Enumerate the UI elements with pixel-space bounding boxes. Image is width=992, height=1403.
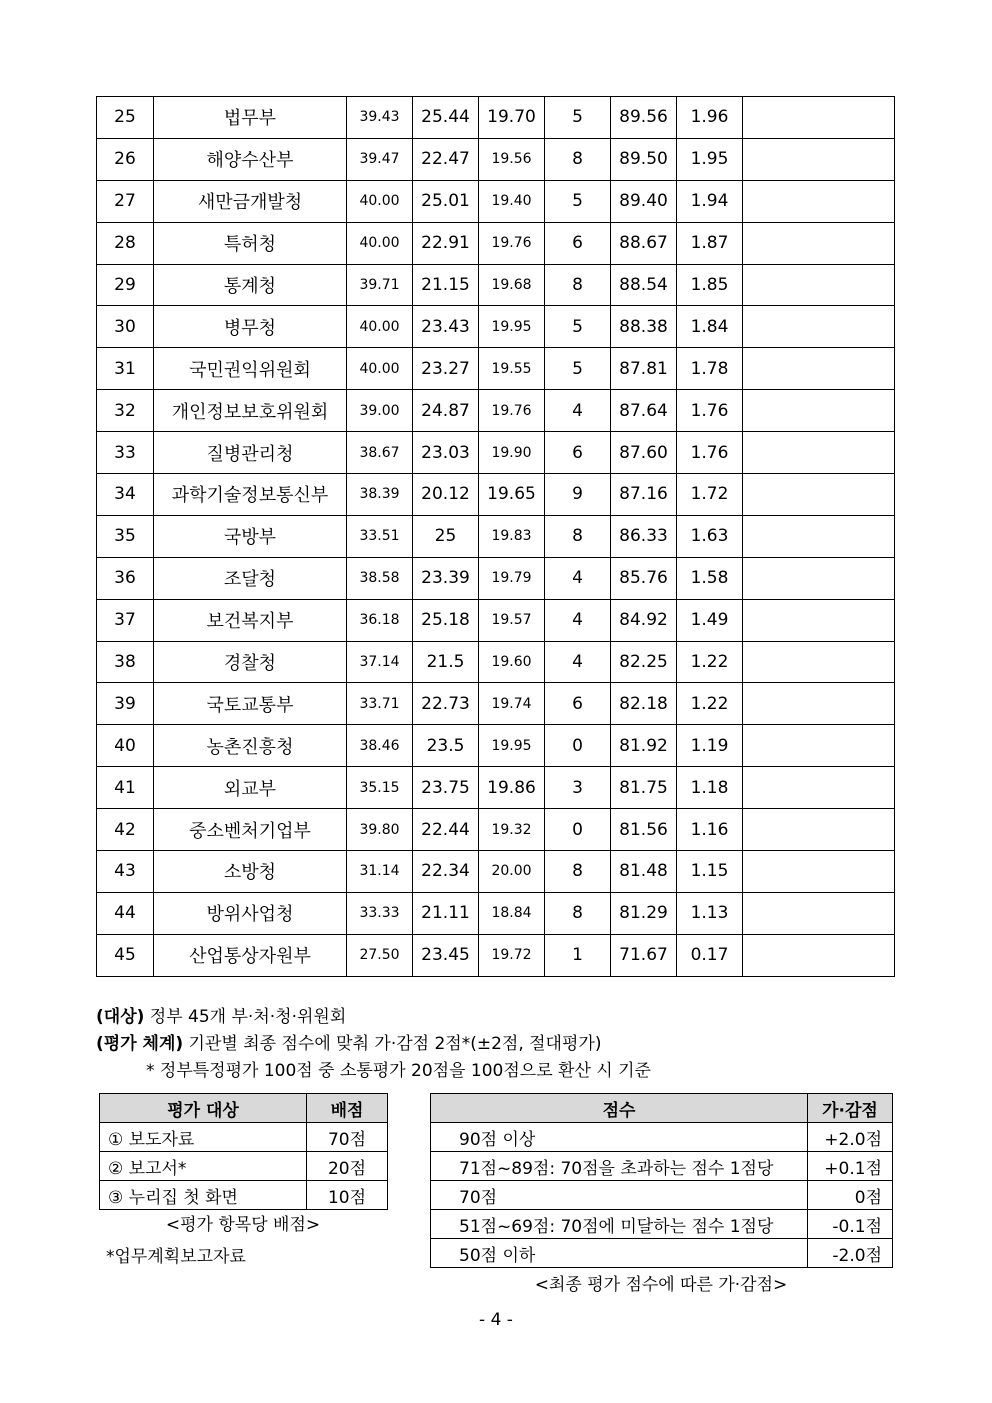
agency-name-cell: 법무부 [154,97,347,139]
score-d-cell: 9 [545,474,611,516]
score-c-cell: 19.95 [479,306,545,348]
score-a-cell: 38.46 [347,725,413,767]
score-d-cell: 8 [545,264,611,306]
remarks-cell [743,390,895,432]
score-c-cell: 19.74 [479,683,545,725]
score-b-cell: 23.27 [413,348,479,390]
agency-name-cell: 통계청 [154,264,347,306]
score-b-cell: 21.11 [413,892,479,934]
score-d-cell: 3 [545,767,611,809]
weight-item: ① 보도자료 [100,1123,307,1152]
score-b-cell: 23.43 [413,306,479,348]
weight-header-item: 평가 대상 [100,1094,307,1123]
score-a-cell: 36.18 [347,599,413,641]
total-score-cell: 86.33 [611,515,677,557]
score-range: 51점~69점: 70점에 미달하는 점수 1점당 [431,1210,808,1239]
total-score-cell: 89.56 [611,97,677,139]
score-c-cell: 19.32 [479,809,545,851]
score-adjustment: -2.0점 [808,1239,893,1268]
agency-name-cell: 중소벤처기업부 [154,809,347,851]
rank-cell: 30 [97,306,154,348]
score-d-cell: 1 [545,934,611,976]
rank-cell: 43 [97,851,154,893]
rank-cell: 41 [97,767,154,809]
agency-name-cell: 경찰청 [154,641,347,683]
ranking-table-body [97,97,895,977]
table-row [97,306,895,348]
table-row [97,390,895,432]
agency-name-cell: 국방부 [154,515,347,557]
score-b-cell: 22.44 [413,809,479,851]
rank-cell: 28 [97,222,154,264]
remarks-cell [743,683,895,725]
total-score-cell: 88.67 [611,222,677,264]
rank-cell: 33 [97,432,154,474]
remarks-cell [743,97,895,139]
score-c-cell: 19.60 [479,641,545,683]
rank-cell: 31 [97,348,154,390]
total-score-cell: 87.64 [611,390,677,432]
rank-cell: 34 [97,474,154,516]
agency-name-cell: 산업통상자원부 [154,934,347,976]
table-row [97,222,895,264]
adjustment-cell: 1.58 [677,557,743,599]
remarks-cell [743,809,895,851]
score-row [431,1152,893,1181]
score-d-cell: 6 [545,683,611,725]
score-c-cell: 19.55 [479,348,545,390]
score-d-cell: 8 [545,515,611,557]
score-c-cell: 19.95 [479,725,545,767]
weight-row [100,1181,388,1210]
adjustment-cell: 1.49 [677,599,743,641]
rank-cell: 37 [97,599,154,641]
score-b-cell: 25.44 [413,97,479,139]
score-d-cell: 4 [545,390,611,432]
target-label: (대상) [96,1007,145,1027]
total-score-cell: 84.92 [611,599,677,641]
score-c-cell: 19.86 [479,767,545,809]
remarks-cell [743,264,895,306]
score-table-caption: <최종 평가 점수에 따른 가·감점> [534,1275,788,1295]
score-c-cell: 19.65 [479,474,545,516]
table-row [97,348,895,390]
score-c-cell: 18.84 [479,892,545,934]
total-score-cell: 81.92 [611,725,677,767]
adjustment-cell: 1.84 [677,306,743,348]
score-a-cell: 27.50 [347,934,413,976]
score-b-cell: 21.15 [413,264,479,306]
score-range: 71점~89점: 70점을 초과하는 점수 1점당 [431,1152,808,1181]
rank-cell: 32 [97,390,154,432]
table-row [97,138,895,180]
score-a-cell: 33.51 [347,515,413,557]
weight-table [99,1093,388,1210]
remarks-cell [743,599,895,641]
score-c-cell: 19.70 [479,97,545,139]
weight-points: 70점 [307,1123,388,1152]
score-range: 50점 이하 [431,1239,808,1268]
score-a-cell: 38.58 [347,557,413,599]
score-d-cell: 8 [545,138,611,180]
table-row [97,683,895,725]
remarks-cell [743,474,895,516]
target-line [96,1004,651,1031]
adjustment-cell: 1.94 [677,180,743,222]
adjustment-cell: 1.76 [677,432,743,474]
agency-name-cell: 농촌진흥청 [154,725,347,767]
weight-item: ② 보고서* [100,1152,307,1181]
score-d-cell: 4 [545,599,611,641]
ranking-table [96,96,895,977]
score-d-cell: 0 [545,725,611,767]
score-c-cell: 19.76 [479,222,545,264]
score-c-cell: 19.76 [479,390,545,432]
table-row [97,767,895,809]
weight-header-points: 배점 [307,1094,388,1123]
table-row [97,515,895,557]
score-b-cell: 23.03 [413,432,479,474]
rank-cell: 35 [97,515,154,557]
score-b-cell: 22.34 [413,851,479,893]
score-b-cell: 22.73 [413,683,479,725]
system-line [96,1031,651,1058]
rank-cell: 38 [97,641,154,683]
score-a-cell: 33.33 [347,892,413,934]
remarks-cell [743,348,895,390]
table-row [97,264,895,306]
score-range: 90점 이상 [431,1123,808,1152]
table-row [97,725,895,767]
score-adjustment: -0.1점 [808,1210,893,1239]
score-a-cell: 40.00 [347,306,413,348]
agency-name-cell: 특허청 [154,222,347,264]
score-d-cell: 6 [545,222,611,264]
adjustment-cell: 1.22 [677,641,743,683]
score-d-cell: 5 [545,306,611,348]
remarks-cell [743,892,895,934]
table-row [97,892,895,934]
total-score-cell: 81.29 [611,892,677,934]
score-adjustment: +2.0점 [808,1123,893,1152]
rank-cell: 27 [97,180,154,222]
adjustment-cell: 1.18 [677,767,743,809]
score-b-cell: 21.5 [413,641,479,683]
score-a-cell: 39.71 [347,264,413,306]
adjustment-cell: 1.15 [677,851,743,893]
evaluation-notes [96,1004,651,1085]
adjustment-cell: 0.17 [677,934,743,976]
adjustment-cell: 1.63 [677,515,743,557]
score-row [431,1123,893,1152]
total-score-cell: 81.48 [611,851,677,893]
page-number: - 4 - [479,1310,513,1330]
total-score-cell: 88.54 [611,264,677,306]
score-c-cell: 19.90 [479,432,545,474]
adjustment-cell: 1.22 [677,683,743,725]
score-row [431,1210,893,1239]
weight-row [100,1123,388,1152]
remarks-cell [743,138,895,180]
score-b-cell: 22.91 [413,222,479,264]
total-score-cell: 85.76 [611,557,677,599]
adjustment-cell: 1.72 [677,474,743,516]
score-c-cell: 20.00 [479,851,545,893]
score-c-cell: 19.57 [479,599,545,641]
weight-table-footnote: *업무계획보고자료 [106,1247,246,1267]
remarks-cell [743,222,895,264]
adjustment-cell: 1.85 [677,264,743,306]
agency-name-cell: 질병관리청 [154,432,347,474]
agency-name-cell: 해양수산부 [154,138,347,180]
score-d-cell: 5 [545,97,611,139]
score-a-cell: 40.00 [347,180,413,222]
total-score-cell: 87.81 [611,348,677,390]
rank-cell: 40 [97,725,154,767]
score-a-cell: 39.47 [347,138,413,180]
remarks-cell [743,180,895,222]
agency-name-cell: 조달청 [154,557,347,599]
remarks-cell [743,767,895,809]
rank-cell: 36 [97,557,154,599]
score-d-cell: 5 [545,180,611,222]
score-b-cell: 20.12 [413,474,479,516]
table-row [97,599,895,641]
score-a-cell: 39.00 [347,390,413,432]
total-score-cell: 87.60 [611,432,677,474]
score-header-range: 점수 [431,1094,808,1123]
score-d-cell: 6 [545,432,611,474]
score-b-cell: 23.5 [413,725,479,767]
table-row [97,432,895,474]
agency-name-cell: 방위사업청 [154,892,347,934]
score-b-cell: 24.87 [413,390,479,432]
score-d-cell: 4 [545,557,611,599]
rank-cell: 29 [97,264,154,306]
remarks-cell [743,641,895,683]
rank-cell: 44 [97,892,154,934]
rank-cell: 26 [97,138,154,180]
score-adjustment: 0점 [808,1181,893,1210]
rank-cell: 39 [97,683,154,725]
target-text: 정부 45개 부·처·청·위원회 [144,1007,347,1027]
agency-name-cell: 병무청 [154,306,347,348]
score-d-cell: 0 [545,809,611,851]
remarks-cell [743,515,895,557]
score-row [431,1239,893,1268]
adjustment-cell: 1.87 [677,222,743,264]
total-score-cell: 88.38 [611,306,677,348]
weight-points: 20점 [307,1152,388,1181]
remarks-cell [743,432,895,474]
score-a-cell: 33.71 [347,683,413,725]
weight-table-header [100,1094,388,1123]
agency-name-cell: 국민권익위원회 [154,348,347,390]
agency-name-cell: 과학기술정보통신부 [154,474,347,516]
conversion-footnote: * 정부특정평가 100점 중 소통평가 20점을 100점으로 환산 시 기준 [146,1061,651,1081]
total-score-cell: 81.75 [611,767,677,809]
score-d-cell: 4 [545,641,611,683]
score-header-adjustment: 가·감점 [808,1094,893,1123]
score-c-cell: 19.83 [479,515,545,557]
score-a-cell: 39.80 [347,809,413,851]
agency-name-cell: 개인정보보호위원회 [154,390,347,432]
table-row [97,641,895,683]
weight-row [100,1152,388,1181]
adjustment-cell: 1.16 [677,809,743,851]
system-text: 기관별 최종 점수에 맞춰 가·감점 2점*(±2점, 절대평가) [183,1034,602,1054]
remarks-cell [743,851,895,893]
score-d-cell: 5 [545,348,611,390]
adjustment-cell: 1.76 [677,390,743,432]
table-row [97,851,895,893]
weight-points: 10점 [307,1181,388,1210]
score-adjustment: +0.1점 [808,1152,893,1181]
table-row [97,809,895,851]
total-score-cell: 71.67 [611,934,677,976]
table-row [97,474,895,516]
rank-cell: 42 [97,809,154,851]
agency-name-cell: 소방청 [154,851,347,893]
score-c-cell: 19.40 [479,180,545,222]
score-b-cell: 25.18 [413,599,479,641]
score-b-cell: 25 [413,515,479,557]
total-score-cell: 82.18 [611,683,677,725]
agency-name-cell: 보건복지부 [154,599,347,641]
adjustment-cell: 1.19 [677,725,743,767]
score-row [431,1181,893,1210]
rank-cell: 25 [97,97,154,139]
agency-name-cell: 국토교통부 [154,683,347,725]
adjustment-cell: 1.95 [677,138,743,180]
remarks-cell [743,557,895,599]
score-a-cell: 40.00 [347,348,413,390]
total-score-cell: 82.25 [611,641,677,683]
score-d-cell: 8 [545,892,611,934]
score-c-cell: 19.56 [479,138,545,180]
score-a-cell: 31.14 [347,851,413,893]
score-b-cell: 25.01 [413,180,479,222]
score-c-cell: 19.68 [479,264,545,306]
score-c-cell: 19.79 [479,557,545,599]
agency-name-cell: 외교부 [154,767,347,809]
total-score-cell: 87.16 [611,474,677,516]
weight-table-caption: <평가 항목당 배점> [165,1215,321,1235]
score-a-cell: 37.14 [347,641,413,683]
total-score-cell: 81.56 [611,809,677,851]
agency-name-cell: 새만금개발청 [154,180,347,222]
adjustment-cell: 1.96 [677,97,743,139]
remarks-cell [743,306,895,348]
table-row [97,934,895,976]
score-b-cell: 22.47 [413,138,479,180]
score-b-cell: 23.75 [413,767,479,809]
score-b-cell: 23.45 [413,934,479,976]
score-table-header [431,1094,893,1123]
system-label: (평가 체계) [96,1034,184,1054]
remarks-cell [743,934,895,976]
score-d-cell: 8 [545,851,611,893]
table-row [97,180,895,222]
rank-cell: 45 [97,934,154,976]
adjustment-cell: 1.13 [677,892,743,934]
score-a-cell: 40.00 [347,222,413,264]
table-row [97,97,895,139]
weight-item: ③ 누리집 첫 화면 [100,1181,307,1210]
score-a-cell: 38.67 [347,432,413,474]
adjustment-cell: 1.78 [677,348,743,390]
score-a-cell: 38.39 [347,474,413,516]
table-row [97,557,895,599]
total-score-cell: 89.50 [611,138,677,180]
score-a-cell: 35.15 [347,767,413,809]
total-score-cell: 89.40 [611,180,677,222]
score-b-cell: 23.39 [413,557,479,599]
score-range: 70점 [431,1181,808,1210]
score-a-cell: 39.43 [347,97,413,139]
score-adjustment-table [430,1093,893,1268]
score-c-cell: 19.72 [479,934,545,976]
remarks-cell [743,725,895,767]
